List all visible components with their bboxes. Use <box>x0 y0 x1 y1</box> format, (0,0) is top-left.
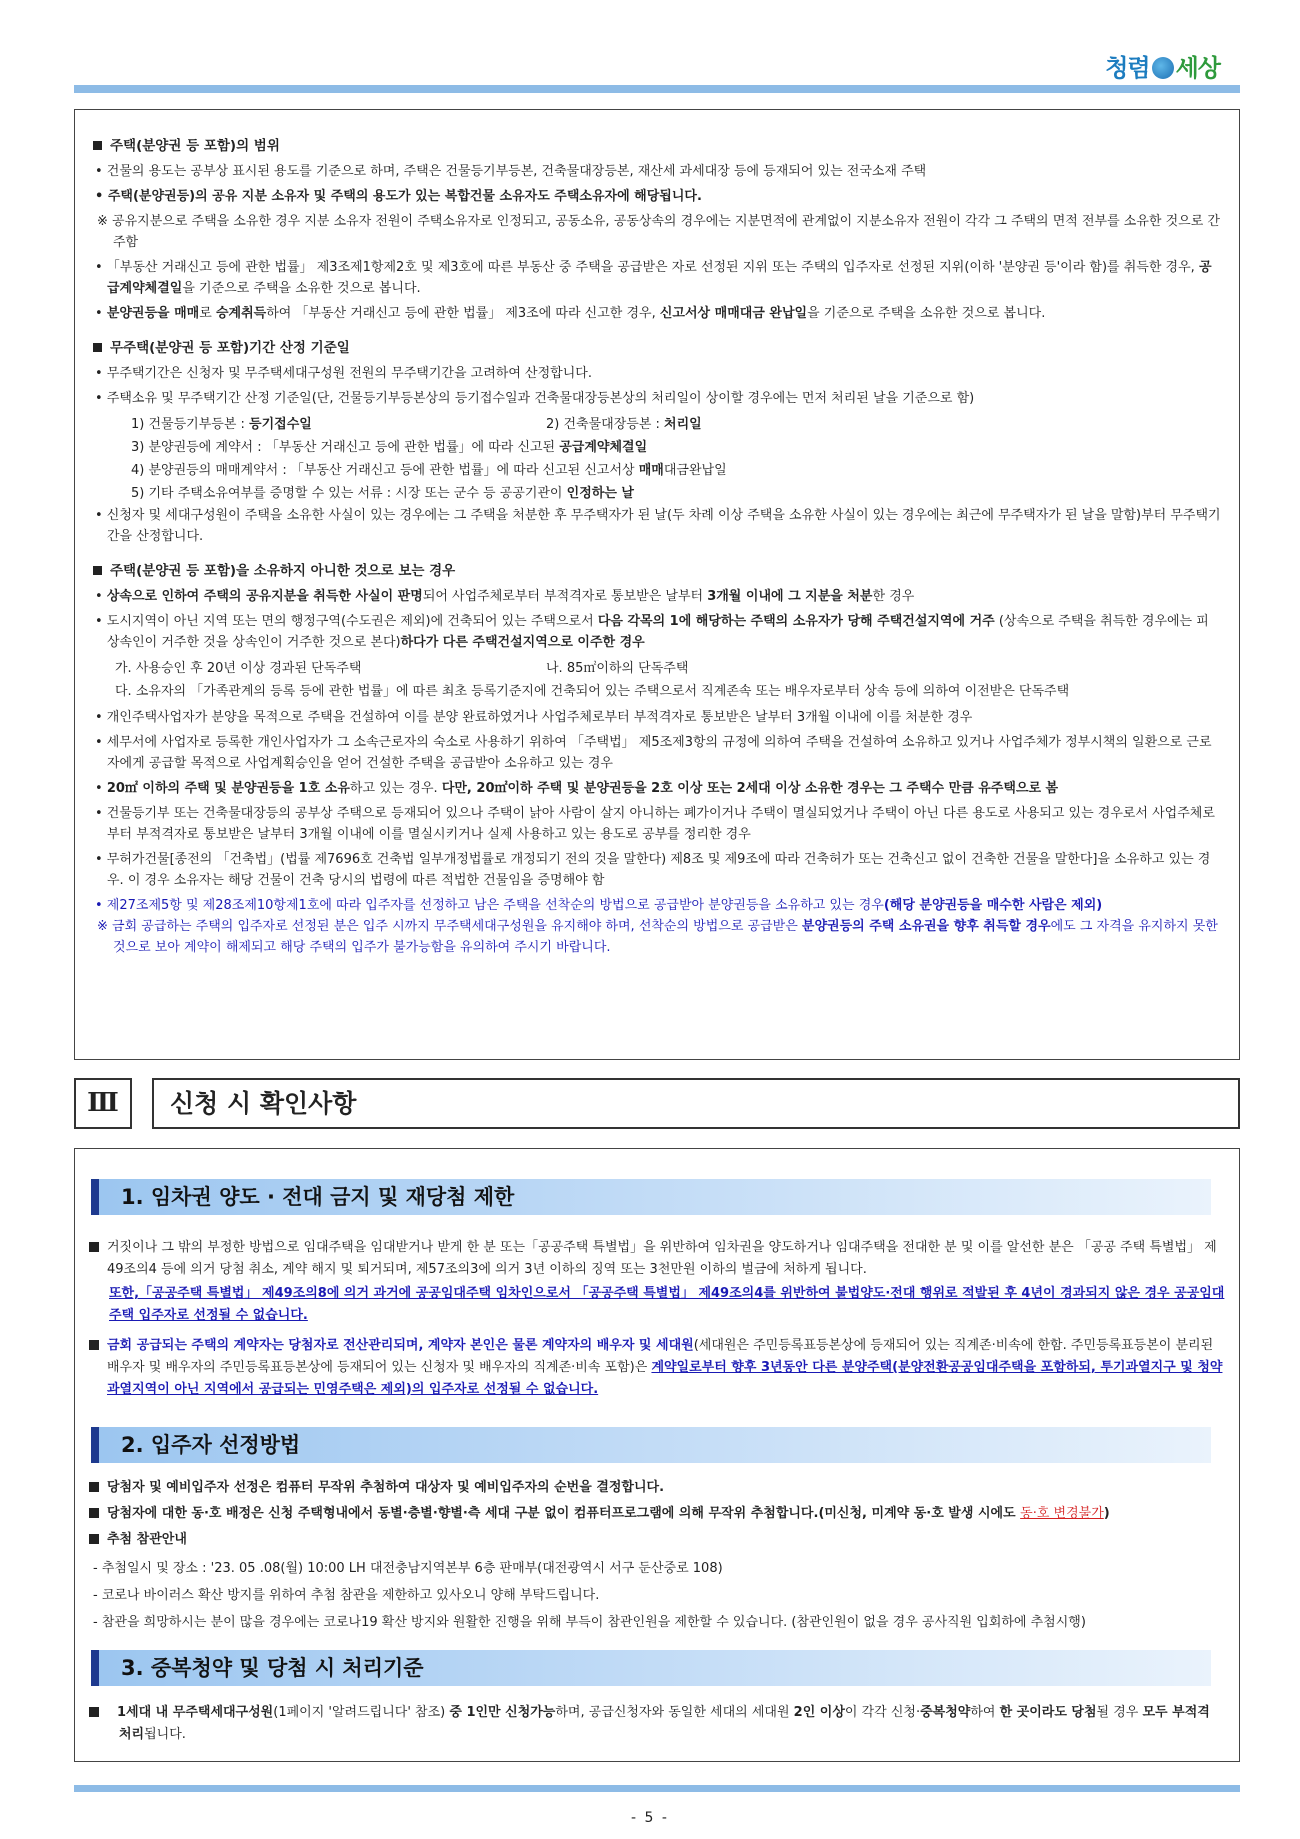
list-item: 4) 분양권등의 매매계약서 : 「부동산 거래신고 등에 관한 법률」에 따라 신고된 신고서상 매매대금완납일 <box>131 463 727 478</box>
section-housing-scope-heading: 주택(분양권 등 포함)의 범위 <box>93 134 1221 154</box>
square-bullet-icon <box>89 1707 99 1717</box>
section-3-header <box>74 1078 1240 1129</box>
bullet-paragraph: 당첨자에 대한 동·호 배정은 신청 주택형내에서 동별·층별·향별·측 세대 구분 없이 컴퓨터프로그램에 의해 무작위 추첨합니다.(미신청, 미계약 동·호 발생 시에도 동·호 변경불가) <box>89 1503 1225 1525</box>
list-item: 3) 분양권등에 계약서 : 「부동산 거래신고 등에 관한 법률」에 따라 신고된 공급계약체결일 <box>131 440 648 455</box>
application-check-box <box>74 1148 1240 1762</box>
paragraph: • 주택(분양권등)의 공유 지분 소유자 및 주택의 용도가 있는 복합건물 소유자도 주택소유자에 해당됩니다. <box>95 189 702 204</box>
square-bullet-icon <box>93 141 102 150</box>
logo-text-2: 세상 <box>1175 53 1220 82</box>
section-number: Ⅲ <box>74 1078 132 1129</box>
square-bullet-icon <box>89 1482 99 1492</box>
square-bullet-icon <box>93 566 102 575</box>
paragraph: • 무주택기간은 신청자 및 무주택세대구성원 전원의 무주택기간을 고려하여 산정합니다. <box>95 366 592 381</box>
top-divider-bar <box>74 85 1240 93</box>
note-paragraph: ※ 공유지분으로 주택을 소유한 경우 지분 소유자 전원이 주택소유자로 인정되고, 공동소유, 공동상속의 경우에는 지분면적에 관계없이 지분소유자 전원이 각각 그 주택의 면적 전부를 소유한 것으로 간주함 <box>97 214 1220 250</box>
eligibility-box <box>74 109 1240 1060</box>
logo-text-1: 청렴 <box>1105 53 1150 82</box>
list-item: - 참관을 희망하시는 분이 많을 경우에는 코로나19 확산 방지와 원활한 진행을 위해 부득이 참관인원을 제한할 수 있습니다. (참관인원이 없을 경우 공사직원 입회하에 추첨시행) <box>93 1615 1086 1630</box>
paragraph: • 세무서에 사업자로 등록한 개인사업자가 그 소속근로자의 숙소로 사용하기 위하여 「주택법」 제5조제3항의 규정에 의하여 주택을 건설하여 소유하고 있거나 사업주체가 정부시책의 일환으로 근로자에게 공급할 목적으로 사업계획승인을 얻어 건설한 주택을 공급받아 소유하고 있는 경우 <box>95 735 1212 771</box>
subsection-2-heading: 2. 입주자 선정방법 <box>91 1427 1211 1463</box>
globe-icon <box>1152 57 1174 79</box>
paragraph: • 도시지역이 아닌 지역 또는 면의 행정구역(수도권은 제외)에 건축되어 있는 주택으로서 다음 각목의 1에 해당하는 주택의 소유자가 당해 주택건설지역에 거주 (상속으로 주택을 취득한 경우에는 피상속인이 거주한 것을 상속인이 거주한 것으로 본다)하다가 다른 주택건설지역으로 이주한 경우 <box>95 614 1209 650</box>
paragraph: • 개인주택사업자가 분양을 목적으로 주택을 건설하여 이를 분양 완료하였거나 사업주체로부터 부적격자로 통보받은 날부터 3개월 이내에 이를 처분한 경우 <box>95 710 973 725</box>
integrity-logo <box>1105 48 1220 83</box>
section-not-owned-heading: 주택(분양권 등 포함)을 소유하지 아니한 것으로 보는 경우 <box>93 559 1221 579</box>
paragraph: • 신청자 및 세대구성원이 주택을 소유한 사실이 있는 경우에는 그 주택을 처분한 후 무주택자가 된 날(두 차례 이상 주택을 소유한 사실이 있는 경우에는 최근에 무주택자가 된 날을 말함)부터 무주택기간을 산정합니다. <box>95 508 1221 544</box>
paragraph: • 분양권등을 매매로 승계취득하여 「부동산 거래신고 등에 관한 법률」 제3조에 따라 신고한 경우, 신고서상 매매대금 완납일을 기준으로 주택을 소유한 것으로 봅니다. <box>95 306 1046 321</box>
list-item: 1) 건물등기부등본 : 등기접수일 2) 건축물대장등본 : 처리일 <box>131 417 702 432</box>
page-number: - 5 - <box>631 1810 669 1826</box>
bottom-divider-bar <box>74 1785 1240 1792</box>
list-item: 가. 사용승인 후 20년 이상 경과된 단독주택 나. 85㎡이하의 단독주택 <box>115 661 689 676</box>
square-bullet-icon <box>89 1508 99 1518</box>
list-item: - 추첨일시 및 장소 : '23. 05 .08(월) 10:00 LH 대전충남지역본부 6층 판매부(대전광역시 서구 둔산중로 108) <box>93 1561 723 1576</box>
list-item: - 코로나 바이러스 확산 방지를 위하여 추첨 참관을 제한하고 있사오니 양해 부탁드립니다. <box>93 1588 600 1603</box>
list-item: 5) 기타 주택소유여부를 증명할 수 있는 서류 : 시장 또는 군수 등 공공기관이 인정하는 날 <box>131 486 634 501</box>
note-paragraph: ※ 금회 공급하는 주택의 입주자로 선정된 분은 입주 시까지 무주택세대구성원을 유지해야 하며, 선착순의 방법으로 공급받은 분양권등의 주택 소유권을 향후 취득할 경우에도 그 자격을 유지하지 못한 것으로 보아 계약이 해제되고 해당 주택의 입주가 불가능함을 유의하여 주시기 바랍니다. <box>97 919 1218 955</box>
bullet-paragraph: 추첨 참관안내 <box>89 1529 1225 1551</box>
paragraph: • 상속으로 인하여 주택의 공유지분을 취득한 사실이 판명되어 사업주체로부터 부적격자로 통보받은 날부터 3개월 이내에 그 지분을 처분한 경우 <box>95 589 915 604</box>
section-title: 신청 시 확인사항 <box>152 1078 1240 1129</box>
section-no-home-period-heading: 무주택(분양권 등 포함)기간 산정 기준일 <box>93 336 1221 356</box>
square-bullet-icon <box>89 1242 99 1252</box>
bullet-paragraph: 금회 공급되는 주택의 계약자는 당첨자로 전산관리되며, 계약자 본인은 물론 계약자의 배우자 및 세대원(세대원은 주민등록표등본상에 등재되어 있는 직계존·비속에 한함. 주민등록표등본이 분리된 배우자 및 배우자의 주민등록표등본상에 등재되어 있는 신청자 및 배우자의 직계존·비속 포함)은 계약일로부터 향후 3년동안 다른 분양주택(분양전환공공임대주택을 포함하되, 투기과열지구 및 청약과열지역이 아닌 지역에서 공급되는 민영주택은 제외)의 입주자로 선정될 수 없습니다. <box>89 1335 1225 1401</box>
warning-paragraph: 또한,「공공주택 특별법」 제49조의8에 의거 과거에 공공임대주택 임차인으로서 「공공주택 특별법」 제49조의4를 위반하여 불법양도·전대 행위로 적발된 후 4년이 경과되지 않은 경우 공공임대주택 입주자로 선정될 수 없습니다. <box>109 1286 1225 1323</box>
paragraph: • 무허가건물[종전의 「건축법」(법률 제7696호 건축법 일부개정법률로 개정되기 전의 것을 말한다) 제8조 및 제9조에 따라 건축허가 또는 건축신고 없이 건축한 건물을 말한다]을 소유하고 있는 경우. 이 경우 소유자는 해당 건물이 건축 당시의 법령에 따른 적법한 건물임을 증명해야 함 <box>95 852 1211 888</box>
paragraph: • 건물의 용도는 공부상 표시된 용도를 기준으로 하며, 주택은 건물등기부등본, 건축물대장등본, 재산세 과세대장 등에 등재되어 있는 전국소재 주택 <box>95 164 927 179</box>
paragraph: • 건물등기부 또는 건축물대장등의 공부상 주택으로 등재되어 있으나 주택이 낡아 사람이 살지 아니하는 폐가이거나 주택이 멸실되었거나 주택이 아닌 다른 용도로 사용되고 있는 경우로서 사업주체로부터 부적격자로 통보받은 날부터 3개월 이내에 이를 멸실시키거나 실제 사용하고 있는 용도로 공부를 정리한 경우 <box>95 806 1215 842</box>
list-item: 다. 소유자의 「가족관계의 등록 등에 관한 법률」에 따른 최초 등록기준지에 건축되어 있는 주택으로서 직계존속 또는 배우자로부터 상속 등에 의하여 이전받은 단독주택 <box>115 684 1070 699</box>
subsection-3-heading: 3. 중복청약 및 당첨 시 처리기준 <box>91 1650 1211 1686</box>
square-bullet-icon <box>93 343 102 352</box>
paragraph: • 「부동산 거래신고 등에 관한 법률」 제3조제1항제2호 및 제3호에 따른 부동산 중 주택을 공급받은 자로 선정된 지위 또는 주택의 입주자로 선정된 지위(이하 '분양권 등'이라 함)를 취득한 경우, 공급계약체결일을 기준으로 주택을 소유한 것으로 봅니다. <box>95 260 1212 296</box>
paragraph: • 제27조제5항 및 제28조제10항제1호에 따라 입주자를 선정하고 남은 주택을 선착순의 방법으로 공급받아 분양권등을 소유하고 있는 경우(해당 분양권등을 매수한 사람은 제외) <box>95 898 1103 913</box>
bullet-paragraph: 당첨자 및 예비입주자 선정은 컴퓨터 무작위 추첨하여 대상자 및 예비입주자의 순번을 결정합니다. <box>89 1477 1225 1499</box>
square-bullet-icon <box>89 1340 99 1350</box>
bullet-paragraph: 1세대 내 무주택세대구성원(1페이지 '알려드립니다' 참조) 중 1인만 신청가능하며, 공급신청자와 동일한 세대의 세대원 2인 이상이 각각 신청·중복청약하여 한 곳이라도 당첨될 경우 모두 부적격 처리됩니다. <box>89 1702 1225 1746</box>
paragraph: • 주택소유 및 무주택기간 산정 기준일(단, 건물등기부등본상의 등기접수일과 건축물대장등본상의 처리일이 상이할 경우에는 먼저 처리된 날을 기준으로 함) <box>95 391 975 406</box>
square-bullet-icon <box>89 1534 99 1544</box>
bullet-paragraph: 거짓이나 그 밖의 부정한 방법으로 임대주택을 임대받거나 받게 한 분 또는「공공주택 특별법」을 위반하여 임차권을 양도하거나 임대주택을 전대한 분 및 이를 알선한 분은 「공공 주택 특별법」 제49조의4 등에 의거 당첨 취소, 계약 해지 및 퇴거되며, 제57조의3에 의거 3년 이하의 징역 또는 3천만원 이하의 벌금에 처하게 됩니다. <box>89 1237 1225 1281</box>
subsection-1-heading: 1. 임차권 양도 · 전대 금지 및 재당첨 제한 <box>91 1179 1211 1215</box>
paragraph: • 20㎡ 이하의 주택 및 분양권등을 1호 소유하고 있는 경우. 다만, 20㎡이하 주택 및 분양권등을 2호 이상 또는 2세대 이상 소유한 경우는 그 주택수 만큼 유주택으로 봄 <box>95 781 1059 796</box>
